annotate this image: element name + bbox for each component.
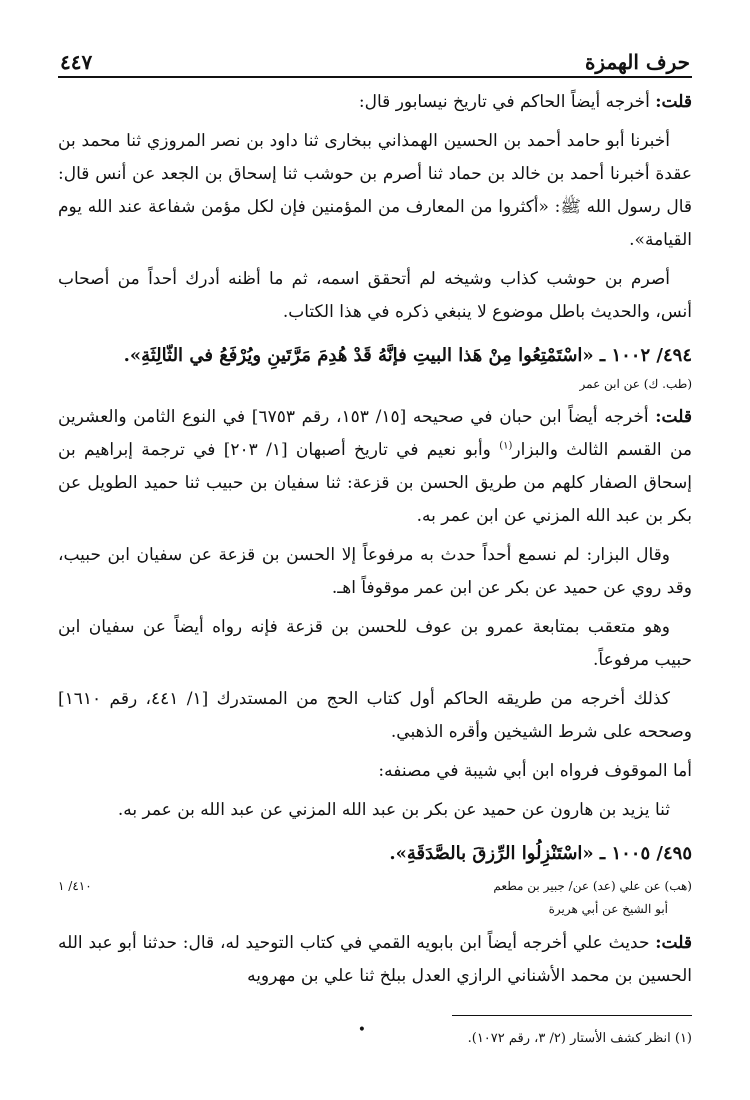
hadith-source-495-line2: أبو الشيخ عن أبي هريرة	[548, 902, 668, 916]
footnote-ref: (١)	[499, 440, 513, 452]
qultu-label: قلت:	[655, 933, 692, 953]
chapter-title: حرف الهمزة	[584, 50, 690, 74]
paragraph-7: كذلك أخرجه من طريقه الحاكم أول كتاب الحج من المستدرك [١/ ٤٤١، رقم ١٦١٠] وصححه على شرط الشيخين وأقره الذهبي.	[58, 689, 692, 742]
paragraph-9: ثنا يزيد بن هارون عن حميد عن بكر بن عبد الله المزني عن عبد الله بن عمر به.	[117, 800, 670, 820]
hadith-heading-495: ٤٩٥/ ١٠٠٥ ـ «اسْتَنْزِلُوا الرِّزقَ بالصَّدَقَةِ».	[389, 843, 692, 864]
page-number: ٤٤٧	[60, 50, 93, 74]
manuscript-ref: ٤١٠/ ١	[58, 879, 92, 893]
page-body	[58, 86, 692, 993]
paragraph-10-text: حديث علي أخرجه أيضاً ابن بابويه القمي في كتاب التوحيد له، قال: حدثنا أبو عبد الله الحسين بن محمد الأشناني الرازي العدل ببلخ ثنا علي بن مهرويه	[58, 933, 692, 986]
footnote-marker: •	[357, 1022, 366, 1038]
paragraph-3: أصرم بن حوشب كذاب وشيخه لم أتحقق اسمه، ثم ما أظنه أدرك أحداً من أصحاب أنس، والحديث باطل موضوع لا ينبغي ذكره في هذا الكتاب.	[58, 269, 692, 322]
paragraph-2: أخبرنا أبو حامد أحمد بن الحسين الهمذاني ببخارى ثنا داود بن نصر المروزي ثنا محمد بن عقدة أخبرنا أحمد بن خالد بن حماد ثنا أصرم بن حوشب ثنا إسحاق بن الجعد عن أنس قال: قال رسول الله ﷺ: «أكثروا من المعارف من المؤمنين فإن لكل مؤمن شفاعة عند الله يوم القيامة».	[58, 131, 692, 250]
hadith-source-495	[58, 875, 692, 897]
qultu-label: قلت:	[655, 92, 692, 112]
footnote-divider	[452, 1015, 692, 1016]
hadith-heading-494: ٤٩٤/ ١٠٠٢ ـ «اسْتَمْتِعُوا مِنْ هَذا البيتِ فإنَّهُ قَدْ هُدِمَ مَرَّتَينِ ويُرْفَعُ في الثّالِثَةِ».	[123, 345, 692, 366]
paragraph-8: أما الموقوف فرواه ابن أبي شيبة في مصنفه:	[378, 761, 692, 781]
paragraph-5: وقال البزار: لم نسمع أحداً حدث به مرفوعاً إلا الحسن بن قزعة عن سفيان ابن حبيب، وقد روي عن حميد عن بكر عن ابن عمر موقوفاً اهـ.	[58, 545, 692, 598]
qultu-label: قلت:	[655, 407, 692, 427]
footnote-1: (١) انظر كشف الأستار (٢/ ٣، رقم ١٠٧٢).	[467, 1031, 692, 1046]
hadith-source-495-text: (هب) عن علي (عد) عن/ جبير بن مطعم	[493, 879, 692, 893]
paragraph-4-text-b: وأبو نعيم في تاريخ أصبهان [١/ ٢٠٣] في ترجمة إبراهيم بن إسحاق الصفار كلهم من طريق الحسن بن قزعة: ثنا سفيان بن حبيب ثنا حميد الطويل عن بكر بن عبد الله المزني عن ابن عمر به.	[58, 440, 692, 526]
hadith-source-494: (طب. ك) عن ابن عمر	[579, 377, 692, 391]
paragraph-6: وهو متعقب بمتابعة عمرو بن عوف للحسن بن قزعة فإنه رواه أيضاً عن سفيان ابن حبيب مرفوعاً.	[58, 617, 692, 670]
paragraph-4	[58, 401, 692, 533]
paragraph-1-text: أخرجه أيضاً الحاكم في تاريخ نيسابور قال:	[358, 92, 656, 112]
paragraph-4-text-a: أخرجه أيضاً ابن حبان في صحيحه [١٥/ ١٥٣، رقم ٦٧٥٣] في النوع الثامن والعشرين من القسم الثالث والبزار	[58, 407, 692, 460]
paragraph-1	[58, 86, 692, 119]
page-header	[58, 40, 692, 78]
paragraph-10	[58, 927, 692, 993]
book-page	[58, 40, 692, 1100]
